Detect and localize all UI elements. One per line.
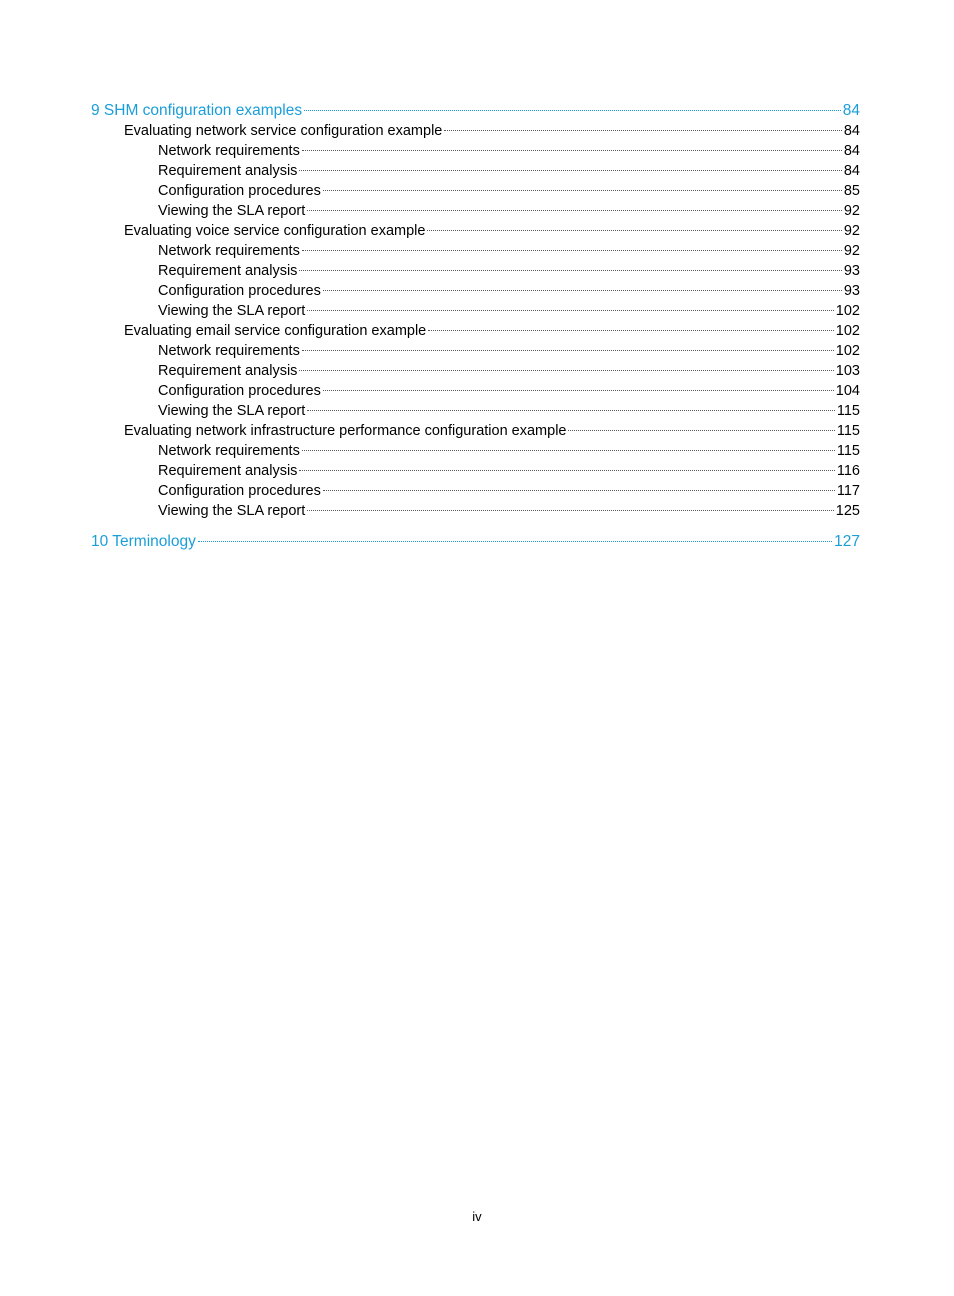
toc-section-label: Evaluating voice service configuration example: [124, 223, 426, 239]
toc-item[interactable]: [91, 301, 860, 321]
dot-leader: [307, 508, 834, 511]
toc-chapter-page[interactable]: 127: [834, 533, 860, 550]
toc-section-page: 102: [835, 323, 860, 339]
toc-item-label: Network requirements: [158, 143, 300, 159]
dot-leader: [299, 368, 833, 371]
toc-item-label: Network requirements: [158, 243, 300, 259]
dot-leader: [299, 268, 841, 271]
toc-item[interactable]: [91, 361, 860, 381]
toc-item-label: Requirement analysis: [158, 263, 298, 279]
toc-item-label: Configuration procedures: [158, 383, 321, 399]
toc-item-page: 102: [835, 343, 860, 359]
toc-item-page: 85: [843, 183, 860, 199]
dot-leader: [299, 468, 834, 471]
toc-item-label: Viewing the SLA report: [158, 303, 306, 319]
dot-leader: [307, 408, 835, 411]
toc-item-page: 103: [835, 363, 860, 379]
toc-chapter-label[interactable]: 10 Terminology: [91, 533, 196, 550]
toc-item-page: 93: [843, 263, 860, 279]
toc-section-page: 115: [836, 423, 860, 439]
toc-item-label: Requirement analysis: [158, 363, 298, 379]
toc-item[interactable]: [91, 201, 860, 221]
toc-item[interactable]: [91, 501, 860, 521]
toc-section-page: 92: [843, 223, 860, 239]
toc-item[interactable]: [91, 241, 860, 261]
toc-section[interactable]: [91, 321, 860, 341]
toc-section-label: Evaluating email service configuration example: [124, 323, 427, 339]
toc-item-label: Network requirements: [158, 443, 300, 459]
toc-item-page: 92: [843, 243, 860, 259]
toc-item[interactable]: [91, 141, 860, 161]
toc-item[interactable]: [91, 481, 860, 501]
toc-item[interactable]: [91, 161, 860, 181]
table-of-contents: [91, 100, 860, 552]
dot-leader: [444, 128, 841, 131]
toc-item[interactable]: [91, 461, 860, 481]
toc-item-page: 84: [843, 143, 860, 159]
dot-leader: [198, 539, 832, 542]
toc-item-page: 93: [843, 283, 860, 299]
toc-item-page: 117: [836, 483, 860, 499]
dot-leader: [323, 288, 842, 291]
toc-item-label: Configuration procedures: [158, 283, 321, 299]
dot-leader: [307, 208, 842, 211]
toc-chapter-page[interactable]: 84: [842, 102, 860, 119]
dot-leader: [302, 348, 834, 351]
toc-item-page: 115: [836, 443, 860, 459]
spacer: [91, 521, 860, 531]
toc-item-label: Viewing the SLA report: [158, 203, 306, 219]
toc-item-label: Requirement analysis: [158, 163, 298, 179]
toc-item[interactable]: [91, 401, 860, 421]
toc-item[interactable]: [91, 381, 860, 401]
dot-leader: [307, 308, 834, 311]
toc-item-label: Configuration procedures: [158, 483, 321, 499]
dot-leader: [323, 188, 842, 191]
dot-leader: [302, 248, 842, 251]
dot-leader: [568, 428, 834, 431]
toc-item[interactable]: [91, 181, 860, 201]
toc-chapter-9[interactable]: [91, 100, 860, 121]
dot-leader: [299, 168, 841, 171]
dot-leader: [428, 328, 834, 331]
dot-leader: [427, 228, 841, 231]
toc-item[interactable]: [91, 441, 860, 461]
dot-leader: [304, 108, 841, 111]
toc-item-page: 125: [835, 503, 860, 519]
toc-section[interactable]: [91, 221, 860, 241]
toc-item-label: Viewing the SLA report: [158, 503, 306, 519]
toc-section-label: Evaluating network service configuration example: [124, 123, 443, 139]
toc-item-page: 92: [843, 203, 860, 219]
toc-item-page: 115: [836, 403, 860, 419]
dot-leader: [323, 488, 835, 491]
toc-section-label: Evaluating network infrastructure performance configuration example: [124, 423, 567, 439]
toc-chapter-10[interactable]: [91, 531, 860, 552]
toc-section[interactable]: [91, 421, 860, 441]
toc-item-page: 102: [835, 303, 860, 319]
toc-item-page: 116: [836, 463, 860, 479]
dot-leader: [302, 448, 835, 451]
toc-item-label: Configuration procedures: [158, 183, 321, 199]
toc-item-label: Viewing the SLA report: [158, 403, 306, 419]
toc-item-label: Requirement analysis: [158, 463, 298, 479]
toc-item[interactable]: [91, 261, 860, 281]
dot-leader: [302, 148, 842, 151]
dot-leader: [323, 388, 834, 391]
toc-item-page: 104: [835, 383, 860, 399]
toc-item-label: Network requirements: [158, 343, 300, 359]
toc-item-page: 84: [843, 163, 860, 179]
toc-item[interactable]: [91, 341, 860, 361]
page-number: iv: [472, 1209, 482, 1224]
toc-section[interactable]: [91, 121, 860, 141]
toc-section-page: 84: [843, 123, 860, 139]
toc-item[interactable]: [91, 281, 860, 301]
toc-chapter-label[interactable]: 9 SHM configuration examples: [91, 102, 303, 119]
